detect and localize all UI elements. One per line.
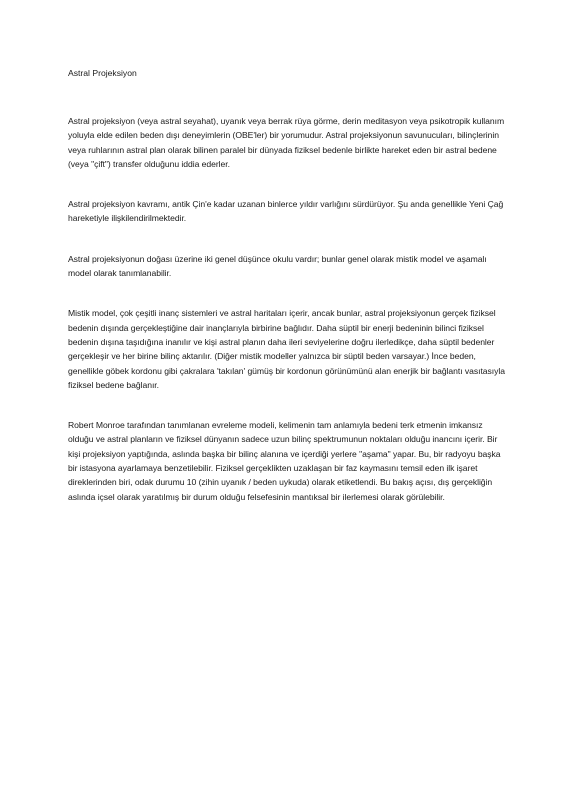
paragraph-history: Astral projeksiyon kavramı, antik Çin'e kadar uzanan binlerce yıldır varlığını sürdürüyor. Şu anda genellikle Yeni Çağ hareketiyle ilişkilendirilmektedir. xyxy=(68,199,504,224)
paragraph-mystical-model: Mistik model, çok çeşitli inanç sistemleri ve astral haritaları içerir, ancak bunlar, astral projeksiyonun gerçek fiziksel bedenin dışında gerçekleştiğine dair inançlarıyla birbirine bağlıdır. Daha süptil bir enerji bedeninin bilinci fiziksel bedenin dışına taşıdığına inanılır ve kişi astral planın daha ileri seviyelerine doğru ilerledikçe, daha süptil bedenler gerçekleşir ve her birine bilinç aktarılır. (Diğer mistik modeller yalnızca bir süptil beden varsayar.) İnce beden, genellikle göbek kordonu gibi çakralara 'takılan' gümüş bir kordonun görünümünü alan enerjik bir bağlantı vasıtasıyla fiziksel bedene bağlanır. xyxy=(68,308,505,390)
paragraph-definition: Astral projeksiyon (veya astral seyahat), uyanık veya berrak rüya görme, derin meditasyon veya psikotropik kullanım yoluyla elde edilen beden dışı deneyimlerin (OBE'ler) bir yorumudur. Astral projeksiyonun savunucuları, bilinçlerinin veya ruhlarının astral plan olarak bilinen paralel bir dünyada fiziksel bedenle birlikte hareket eden bir astral bedene (veya "çift") transfer olduğunu iddia ederler. xyxy=(68,116,505,169)
paragraph-schools: Astral projeksiyonun doğası üzerine iki genel düşünce okulu vardır; bunlar genel olarak mistik model ve aşamalı model olarak tanımlanabilir. xyxy=(68,253,487,279)
document-body xyxy=(68,67,508,530)
paragraph-phasing-model: Robert Monroe tarafından tanımlanan evreleme modeli, kelimenin tam anlamıyla bedeni terk etmenin imkansız olduğu ve astral planların ve fiziksel dünyanın sadece uzun bilinç spektrumunun noktaları olduğu inancını içerir. Bir kişi projeksiyon yaptığında, aslında başka bir bilinç alanına ve içerdiği yerlere "aşama" yapar. Bu, bir radyoyu başka bir istasyona ayarlamaya benzetilebilir. Fiziksel gerçeklikten uzaklaşan bir faz kaymasını temsil eden ilk işaret direklerinden biri, odak durumu 10 (zihin uyanık / beden uykuda) olarak etiketlendi. Bu bakış açısı, dış gerçekliğin aslında içsel olarak yaratılmış bir durum olduğu felsefesinin mantıksal bir ilerlemesi olarak görülebilir. xyxy=(68,420,501,502)
document-title: Astral Projeksiyon xyxy=(68,68,137,78)
